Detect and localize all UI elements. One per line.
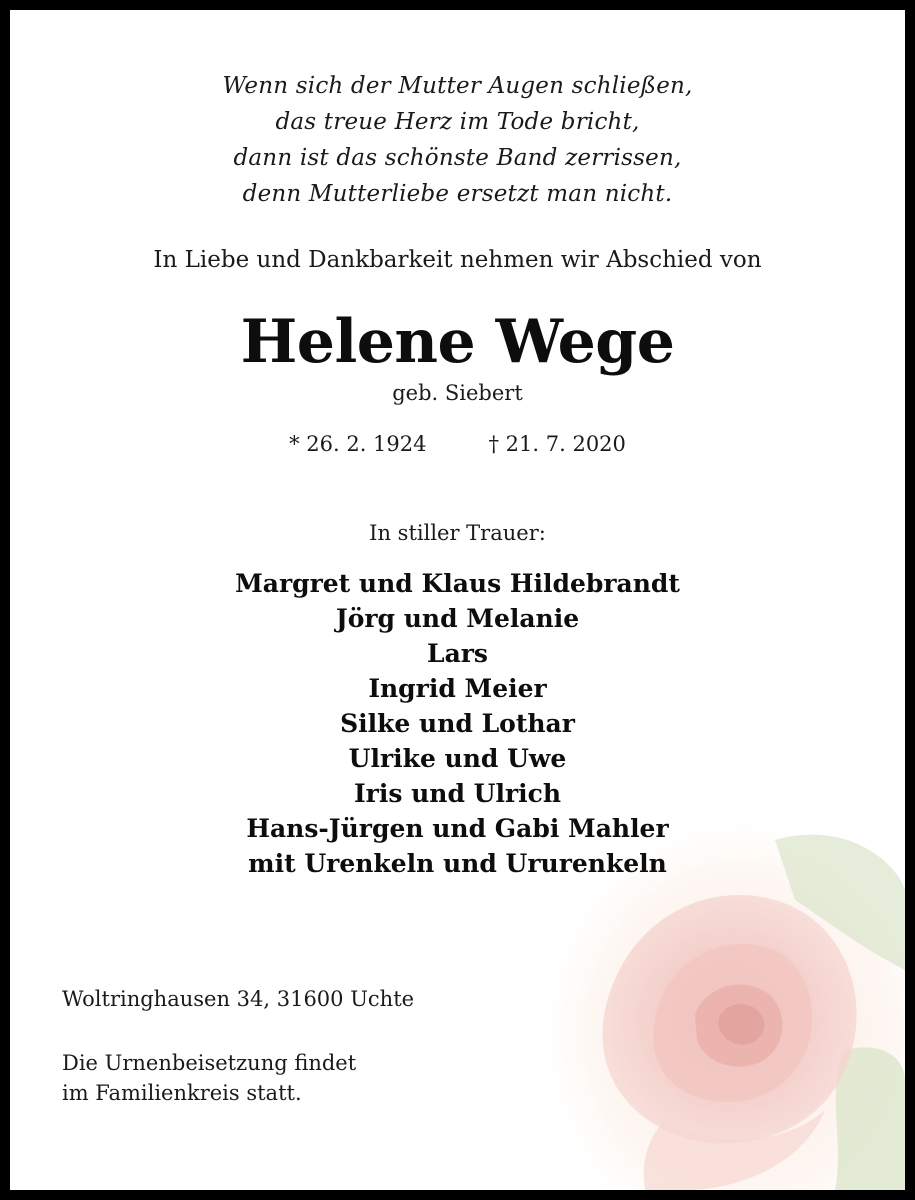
deceased-name: Helene Wege xyxy=(240,307,675,377)
burial-note-line: Die Urnenbeisetzung findet xyxy=(62,1051,357,1075)
maiden-name: geb. Siebert xyxy=(392,381,523,405)
life-dates xyxy=(10,429,905,459)
farewell-line: In Liebe und Dankbarkeit nehmen wir Abschied von xyxy=(153,247,762,273)
poem-line: Wenn sich der Mutter Augen schließen, xyxy=(222,73,693,99)
address: Woltringhausen 34, 31600 Uchte xyxy=(62,987,415,1011)
mourner-name: Silke und Lothar xyxy=(340,709,575,738)
mourner-name: mit Urenkeln und Ururenkeln xyxy=(248,849,667,878)
mourning-label: In stiller Trauer: xyxy=(369,521,546,545)
mourner-name: Iris und Ulrich xyxy=(353,779,562,808)
mourner-name: Ulrike und Uwe xyxy=(348,744,567,773)
mourner-name: Margret und Klaus Hildebrandt xyxy=(235,569,680,598)
birth-date: * 26. 2. 1924 xyxy=(289,432,427,456)
poem-line: dann ist das schönste Band zerrissen, xyxy=(233,145,682,171)
burial-note xyxy=(62,1048,356,1108)
poem-line: denn Mutterliebe ersetzt man nicht. xyxy=(242,181,673,207)
death-date: † 21. 7. 2020 xyxy=(488,432,626,456)
mourner-name: Hans-Jürgen und Gabi Mahler xyxy=(246,814,669,843)
poem-line: das treue Herz im Tode bricht, xyxy=(275,109,640,135)
mourner-name: Jörg und Melanie xyxy=(335,604,580,633)
burial-note-line: im Familienkreis statt. xyxy=(62,1081,302,1105)
mourner-name: Ingrid Meier xyxy=(368,674,547,703)
mourner-name: Lars xyxy=(426,639,489,668)
poem xyxy=(10,68,905,212)
mourners-list xyxy=(10,566,905,881)
